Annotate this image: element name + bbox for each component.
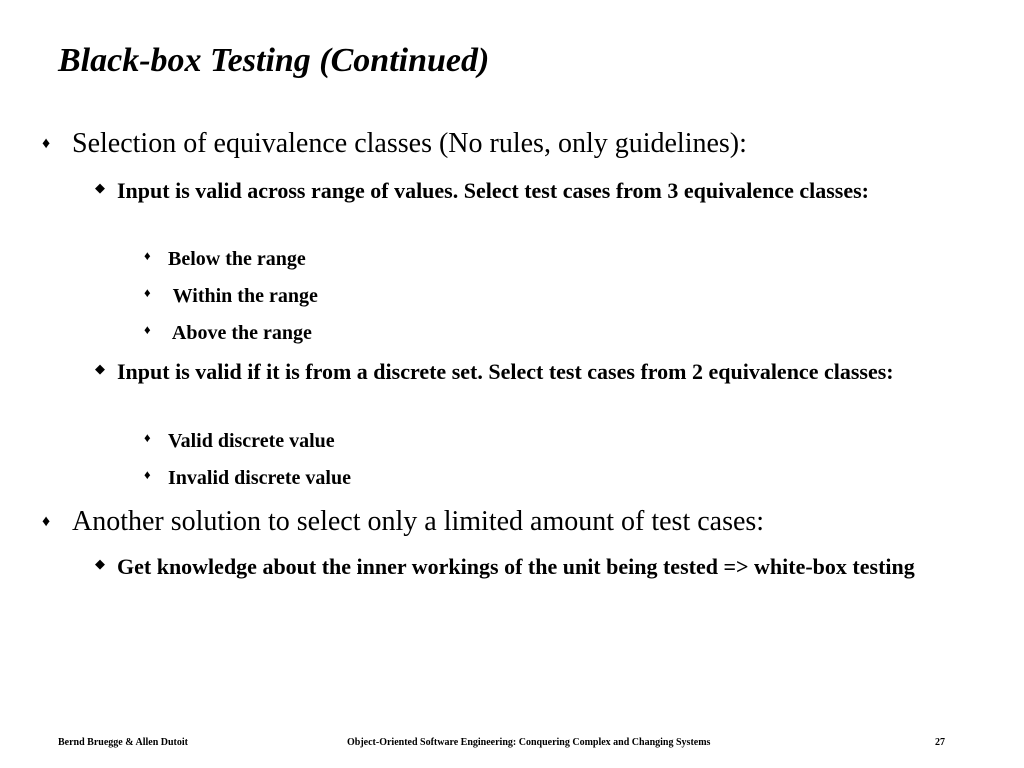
bullet-level1 — [42, 506, 972, 538]
bullet-level3 — [144, 244, 768, 275]
bullet-text: Valid discrete value — [168, 430, 335, 452]
bullet-level2 — [95, 175, 877, 206]
slide-title: Black-box Testing (Continued) — [58, 42, 490, 79]
bullet-text: Selection of equivalence classes (No rules, only guidelines): — [72, 128, 747, 159]
diamond-bullet-icon: ♦ — [144, 248, 151, 263]
bullet-text: Input is valid if it is from a discrete set. Select test cases from 2 equivalence classes: — [117, 359, 894, 384]
diamond-bullet-icon: ♦ — [144, 285, 151, 300]
bullet-text: Below the range — [168, 248, 306, 270]
bullet-level3 — [144, 463, 768, 494]
diamond-bullet-icon: ♦ — [144, 430, 151, 445]
diamond-bullet-icon: ♦ — [42, 513, 51, 530]
diamond-bullet-icon: ◆ — [95, 556, 105, 571]
diamond-bullet-icon: ◆ — [95, 180, 105, 195]
diamond-bullet-icon: ♦ — [42, 135, 51, 152]
bullet-level3 — [144, 318, 768, 349]
diamond-bullet-icon: ◆ — [95, 361, 105, 376]
bullet-text: Above the range — [168, 322, 312, 344]
bullet-level2 — [95, 551, 957, 582]
bullet-text: Within the range — [168, 285, 318, 307]
bullet-text: Invalid discrete value — [168, 467, 351, 489]
bullet-level3 — [144, 281, 768, 312]
bullet-text: Get knowledge about the inner workings of the unit being tested => white-box testing — [117, 554, 915, 579]
footer-page-number: 27 — [935, 737, 945, 748]
footer-book-title: Object-Oriented Software Engineering: Conquering Complex and Changing Systems — [347, 737, 711, 748]
diamond-bullet-icon: ♦ — [144, 322, 151, 337]
diamond-bullet-icon: ♦ — [144, 467, 151, 482]
footer-authors: Bernd Bruegge & Allen Dutoit — [58, 737, 188, 748]
bullet-level2 — [95, 356, 897, 387]
bullet-level1 — [42, 128, 972, 160]
bullet-text: Input is valid across range of values. Select test cases from 3 equivalence classes: — [117, 178, 870, 203]
bullet-text: Another solution to select only a limited amount of test cases: — [72, 506, 765, 537]
bullet-level3 — [144, 426, 768, 457]
